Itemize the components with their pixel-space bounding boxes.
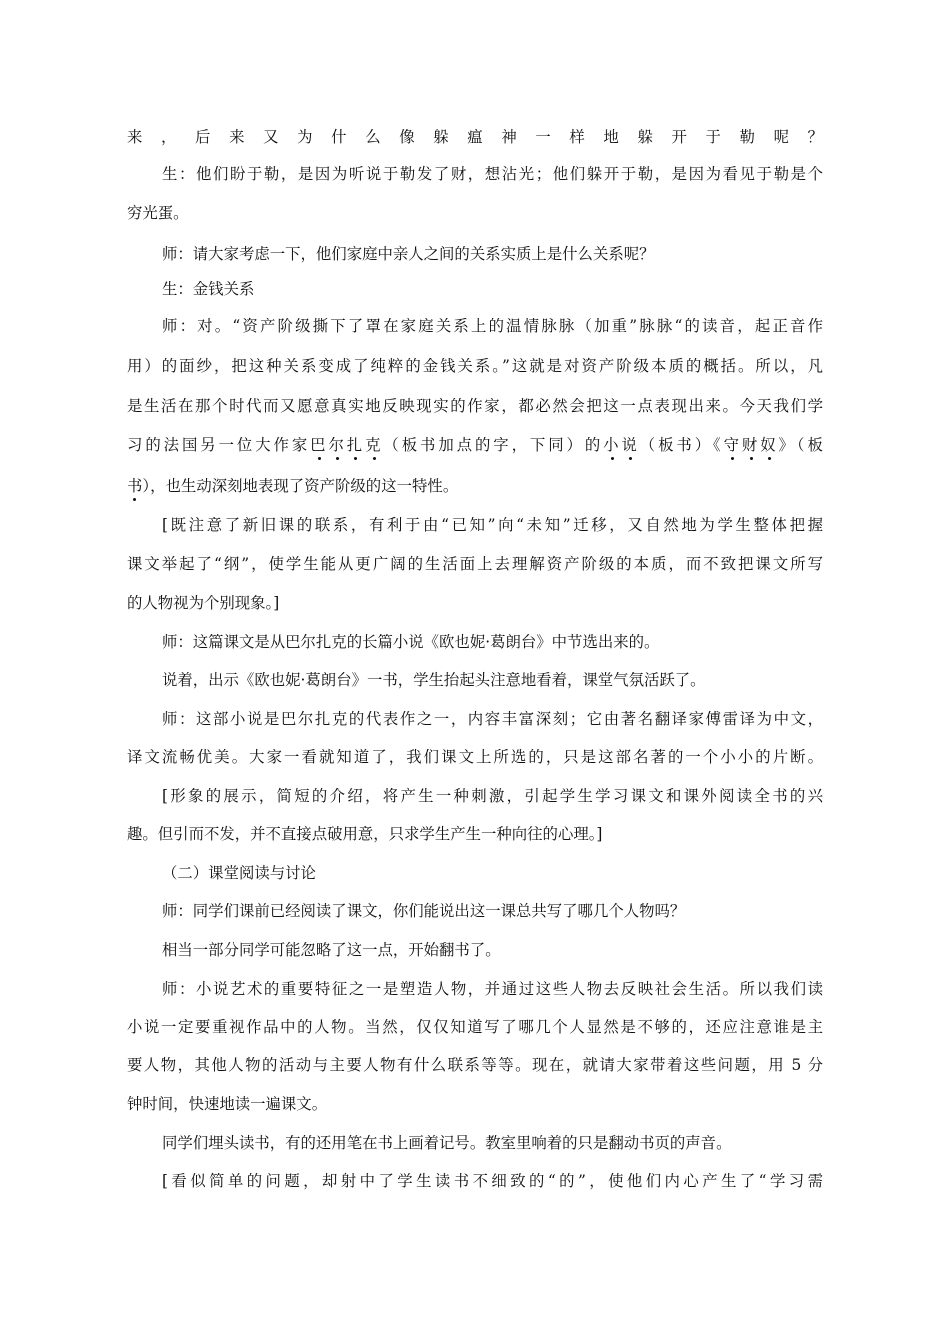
- text-line: 译文流畅优美。大家一看就知道了，我们课文上所选的，只是这部名著的一个小小的片断。: [127, 748, 823, 766]
- commentary-line: [看似简单的问题，却射中了学生读书不细致的“的”，使他们内心产生了“学习需: [162, 1172, 823, 1190]
- text-line: 说着，出示《欧也妮·葛朗台》一书，学生抬起头注意地看着，课堂气氛活跃了。: [162, 671, 706, 689]
- emphasis-dot-char: 扎: [346, 436, 366, 454]
- section-heading: （二）课堂阅读与讨论: [162, 864, 316, 882]
- text-line: 同学们埋头读书，有的还用笔在书上画着记号。教室里响着的只是翻动书页的声音。: [162, 1134, 732, 1152]
- emphasis-dot-char: 小: [603, 436, 622, 454]
- text-line: 要人物，其他人物的活动与主要人物有什么联系等等。现在，就请大家带着这些问题，用 5 分: [127, 1056, 823, 1074]
- text-line: 来，后来又为什么像躲瘟神一样地躲开于勒呢？: [127, 128, 823, 146]
- text-line: 是生活在那个时代而又愿意真实地反映现实的作家，都必然会把这一点表现出来。今天我们学: [127, 397, 823, 415]
- text-line: 穷光蛋。: [127, 204, 189, 222]
- emphasis-dot-char: 书: [127, 477, 143, 495]
- text-line: 相当一部分同学可能忽略了这一点，开始翻书了。: [162, 941, 501, 959]
- text-line: 小说一定要重视作品中的人物。当然，仅仅知道写了哪几个人显然是不够的，还应注意谁是主: [127, 1018, 823, 1036]
- text-line: 生：他们盼于勒，是因为听说于勒发了财，想沾光；他们躲开于勒，是因为看见于勒是个: [162, 165, 823, 183]
- text-line: 钟时间，快速地读一遍课文。: [127, 1095, 328, 1113]
- emphasis-dot-char: 尔: [328, 436, 347, 454]
- text-line: 师：请大家考虑一下，他们家庭中亲人之间的关系实质上是什么关系呢？: [162, 245, 655, 263]
- text-line: 师：这篇课文是从巴尔扎克的长篇小说《欧也妮·葛朗台》中节选出来的。: [162, 633, 660, 651]
- text-line: 习的法国另一位大作家巴尔扎克（板书加点的字，下同）的小说（板书）《守财奴》（板: [127, 436, 823, 454]
- commentary-line: 的人物视为个别现象。]: [127, 594, 280, 612]
- text-line: 生：金钱关系: [162, 280, 255, 298]
- text-line: 书），也生动深刻地表现了资产阶级的这一特性。: [127, 477, 459, 495]
- text-line: 师：小说艺术的重要特征之一是塑造人物，并通过这些人物去反映社会生活。所以我们读: [162, 980, 823, 998]
- emphasis-dot-char: 说: [621, 436, 640, 454]
- emphasis-dot-char: 财: [741, 436, 761, 454]
- commentary-line: 趣。但引而不发，并不直接点破用意，只求学生产生一种向往的心理。]: [127, 825, 603, 843]
- commentary-line: [既注意了新旧课的联系，有利于由“已知”向“未知”迁移，又自然地为学生整体把握: [162, 516, 823, 534]
- commentary-line: [形象的展示，简短的介绍，将产生一种刺激，引起学生学习课文和课外阅读全书的兴: [162, 787, 823, 805]
- commentary-line: 课文举起了“纲”，使学生能从更广阔的生活面上去理解资产阶级的本质，而不致把课文所写: [127, 555, 823, 573]
- text-line: 师：这部小说是巴尔扎克的代表作之一，内容丰富深刻；它由著名翻译家傅雷译为中文，: [162, 710, 823, 728]
- emphasis-dot-char: 巴: [310, 436, 329, 454]
- emphasis-dot-char: 克: [365, 436, 384, 454]
- text-line: 师：同学们课前已经阅读了课文，你们能说出这一课总共写了哪几个人物吗？: [162, 902, 686, 920]
- emphasis-dot-char: 奴: [760, 436, 779, 454]
- emphasis-dot-char: 守: [723, 436, 742, 454]
- text-line: 师：对。“资产阶级撕下了罩在家庭关系上的温情脉脉（加重”脉脉“的读音，起正音作: [162, 317, 823, 335]
- text-line: 用）的面纱，把这种关系变成了纯粹的金钱关系。”这就是对资产阶级本质的概括。所以，凡: [127, 357, 823, 375]
